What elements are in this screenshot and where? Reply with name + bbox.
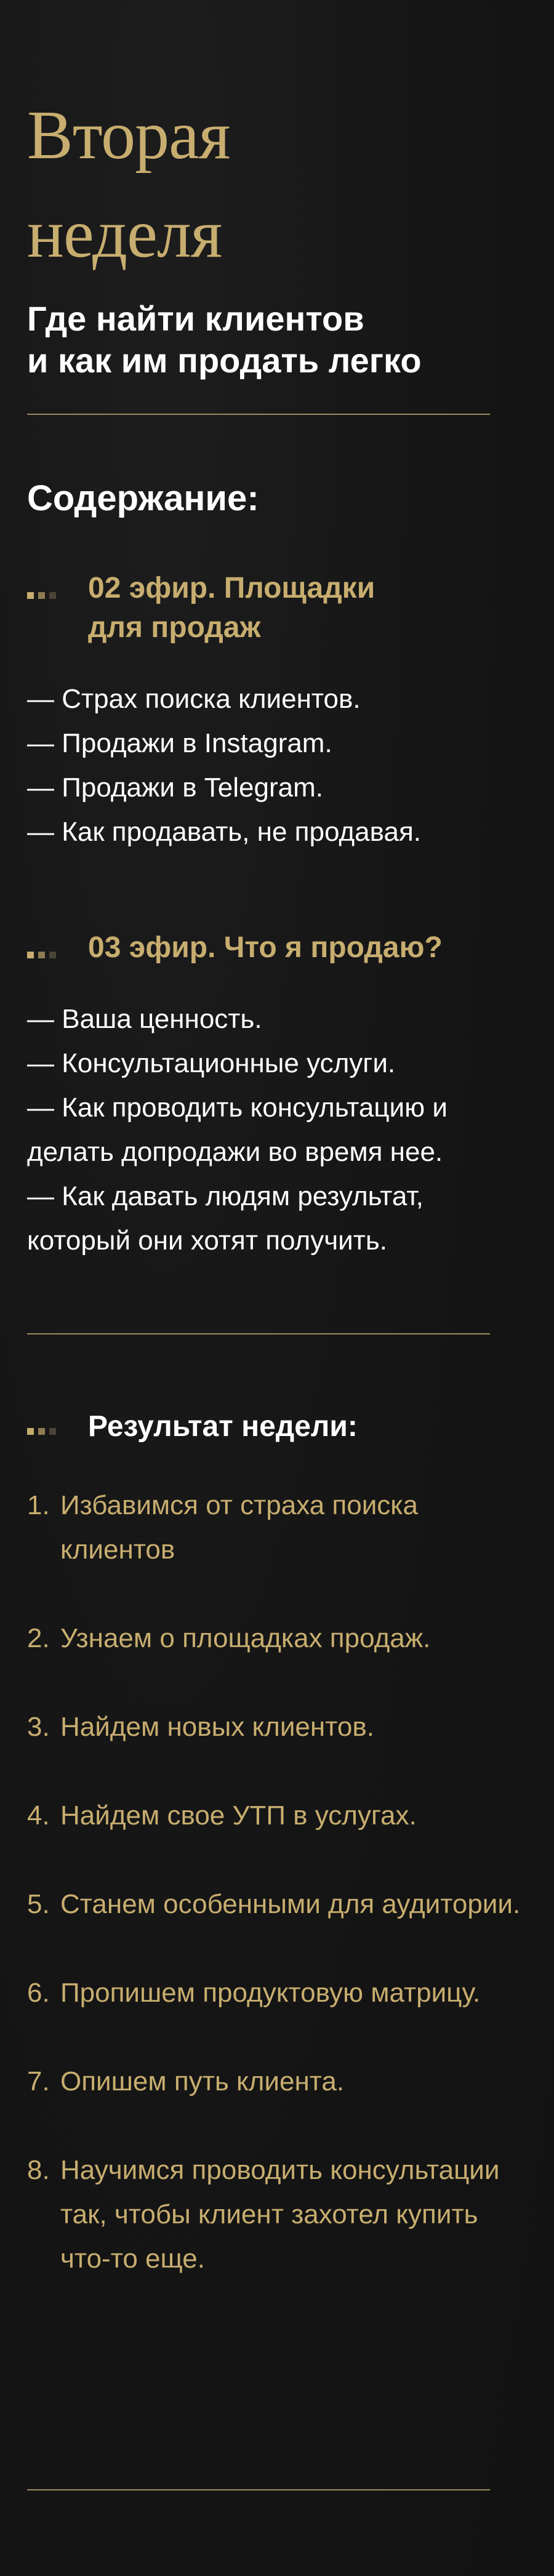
section-title: 03 эфир. Что я продаю?	[88, 931, 443, 964]
divider	[27, 414, 490, 415]
result-number: 4.	[27, 1800, 50, 1831]
list-item: делать допродажи во время нее.	[27, 1137, 443, 1167]
list-item: — Страх поиска клиентов.	[27, 684, 361, 714]
result-item	[27, 1616, 527, 1661]
page-subtitle: Где найти клиентов и как им продать легко	[27, 299, 422, 380]
result-text: Опишем путь клиента.	[60, 2066, 345, 2097]
result-item	[27, 1971, 527, 2015]
result-text: Найдем свое УТП в услугах.	[60, 1800, 417, 1831]
three-squares-bullet-icon	[27, 952, 64, 960]
result-item	[27, 1882, 527, 1927]
result-number: 8.	[27, 2155, 50, 2185]
divider	[27, 1333, 490, 1334]
page-title-line-2: неделя	[27, 196, 222, 272]
result-number: 2.	[27, 1623, 50, 1653]
list-item: который они хотят получить.	[27, 1226, 388, 1256]
result-text: Станем особенными для аудитории.	[60, 1889, 521, 1919]
result-item	[27, 1794, 527, 1838]
result-item	[27, 2060, 527, 2104]
result-number: 6.	[27, 1978, 50, 2008]
three-squares-bullet-icon	[27, 1428, 64, 1437]
section-list	[27, 677, 527, 854]
list-item: — Как давать людям результат,	[27, 1181, 424, 1211]
list-item: — Продажи в Instagram.	[27, 728, 332, 758]
result-text: Узнаем о площадках продаж.	[60, 1623, 431, 1653]
result-item	[27, 1705, 527, 1749]
result-text: Пропишем продуктовую матрицу.	[60, 1978, 481, 2008]
list-item: — Ваша ценность.	[27, 1004, 262, 1034]
result-number: 7.	[27, 2066, 50, 2097]
list-item: — Консультационные услуги.	[27, 1048, 396, 1078]
result-item	[27, 1483, 527, 1572]
section-title: 02 эфир. Площадки для продаж	[88, 572, 375, 644]
section-list	[27, 997, 527, 1263]
result-number: 5.	[27, 1889, 50, 1919]
list-item: — Как продавать, не продавая.	[27, 817, 421, 847]
result-number: 3.	[27, 1712, 50, 1742]
result-text: Найдем новых клиентов.	[60, 1712, 374, 1742]
page-title	[27, 86, 520, 283]
result-text: Избавимся от страха поиска клиентов	[60, 1490, 418, 1565]
result-number: 1.	[27, 1490, 50, 1520]
list-item: — Как проводить консультацию и	[27, 1093, 448, 1123]
divider	[27, 2489, 490, 2490]
three-squares-bullet-icon	[27, 592, 64, 601]
contents-heading: Содержание:	[27, 478, 259, 518]
results-list	[27, 1483, 527, 2325]
page-title-line-1: Вторая	[27, 97, 230, 174]
result-text: Научимся проводить консультации так, чтобы клиент захотел купить что-то еще.	[60, 2155, 500, 2274]
results-heading: Результат недели:	[88, 1410, 358, 1443]
result-item	[27, 2148, 527, 2281]
list-item: — Продажи в Telegram.	[27, 772, 323, 803]
